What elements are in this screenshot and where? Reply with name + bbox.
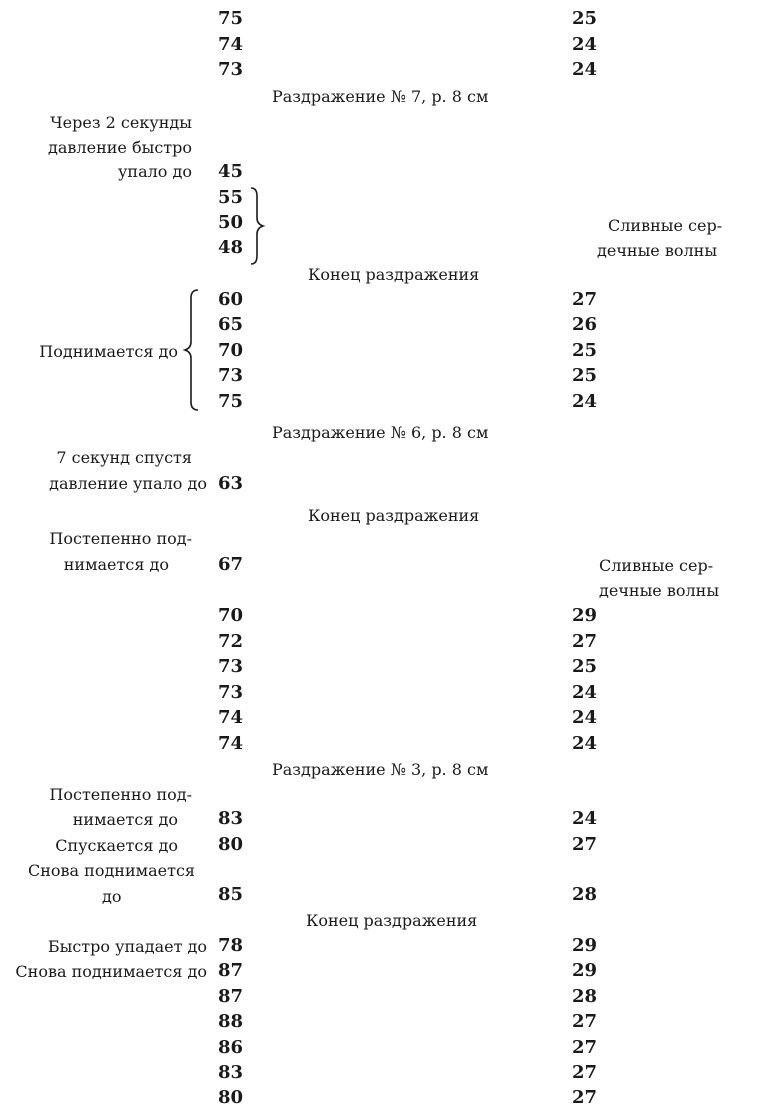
pressure-value: 65	[218, 314, 244, 335]
pulse-value: 25	[572, 340, 598, 361]
pressure-value: 85	[218, 884, 244, 905]
note-line: давление упало до	[49, 474, 207, 493]
right-brace-icon	[248, 186, 268, 266]
pulse-value: 24	[572, 808, 598, 829]
pressure-value: 83	[218, 1062, 244, 1083]
pulse-value: 24	[572, 34, 598, 55]
pressure-value: 48	[218, 237, 244, 258]
pulse-value: 27	[572, 1011, 598, 1032]
left-brace-icon	[182, 288, 202, 412]
side-note-line: Сливные сер-	[599, 556, 714, 575]
note-line: нимается до	[63, 555, 169, 574]
note-line: Быстро упадает до	[47, 937, 207, 956]
pressure-value: 88	[218, 1011, 244, 1032]
side-note-line: дечные волны	[599, 581, 720, 600]
pressure-value: 83	[218, 808, 244, 829]
pressure-value: 78	[218, 935, 244, 956]
section-heading: Раздражение № 6, р. 8 см	[272, 423, 489, 442]
pulse-value: 28	[572, 986, 598, 1007]
pressure-value: 73	[218, 59, 244, 80]
pressure-value: 74	[218, 707, 244, 728]
pressure-value: 70	[218, 340, 244, 361]
pressure-value: 67	[218, 554, 244, 575]
section-heading: Раздражение № 3, р. 8 см	[272, 760, 489, 779]
pressure-value: 73	[218, 656, 244, 677]
note-line: 7 секунд спустя	[56, 448, 192, 467]
note-line: Постепенно под-	[49, 529, 192, 548]
pulse-value: 29	[572, 935, 598, 956]
pulse-value: 24	[572, 707, 598, 728]
pressure-value: 75	[218, 8, 244, 29]
note-line: Снова поднимается	[27, 861, 195, 880]
pressure-value: 87	[218, 960, 244, 981]
pulse-value: 27	[572, 1062, 598, 1083]
pressure-value: 80	[218, 1087, 244, 1108]
note-line: нимается до	[72, 810, 178, 829]
pulse-value: 29	[572, 605, 598, 626]
pressure-value: 50	[218, 212, 244, 233]
pulse-value: 27	[572, 1037, 598, 1058]
pulse-value: 27	[572, 1087, 598, 1108]
side-note-line: дечные волны	[597, 241, 718, 260]
pulse-value: 27	[572, 631, 598, 652]
note-line: Постепенно под-	[49, 785, 192, 804]
pressure-value: 74	[218, 733, 244, 754]
pulse-value: 27	[572, 289, 598, 310]
section-heading: Конец раздражения	[306, 911, 478, 930]
note-line: упало до	[118, 162, 192, 181]
pressure-value: 73	[218, 365, 244, 386]
pulse-value: 29	[572, 960, 598, 981]
pressure-value: 55	[218, 187, 244, 208]
pulse-value: 24	[572, 733, 598, 754]
pulse-value: 27	[572, 834, 598, 855]
pulse-value: 25	[572, 656, 598, 677]
note-line: давление быстро	[48, 138, 192, 157]
pressure-value: 87	[218, 986, 244, 1007]
section-heading: Раздражение № 7, р. 8 см	[272, 87, 489, 106]
pulse-value: 28	[572, 884, 598, 905]
pulse-value: 24	[572, 59, 598, 80]
pressure-value: 60	[218, 289, 244, 310]
pressure-value: 73	[218, 682, 244, 703]
pressure-value: 75	[218, 391, 244, 412]
pulse-value: 24	[572, 682, 598, 703]
side-note-line: Сливные сер-	[608, 216, 723, 235]
note-line: Через 2 секунды	[50, 113, 192, 132]
note-line: до	[102, 887, 122, 906]
pulse-value: 25	[572, 8, 598, 29]
pulse-value: 25	[572, 365, 598, 386]
note-line: Снова поднимается до	[15, 962, 207, 981]
note-line: Спускается до	[55, 836, 178, 855]
section-heading: Конец раздражения	[308, 265, 480, 284]
pressure-value: 74	[218, 34, 244, 55]
pressure-value: 80	[218, 834, 244, 855]
pressure-value: 86	[218, 1037, 244, 1058]
pressure-value: 70	[218, 605, 244, 626]
pressure-value: 63	[218, 473, 244, 494]
pressure-value: 72	[218, 631, 244, 652]
pulse-value: 24	[572, 391, 598, 412]
pressure-value: 45	[218, 161, 244, 182]
section-heading: Конец раздражения	[308, 506, 480, 525]
pulse-value: 26	[572, 314, 598, 335]
note-line: Поднимается до	[39, 342, 178, 361]
